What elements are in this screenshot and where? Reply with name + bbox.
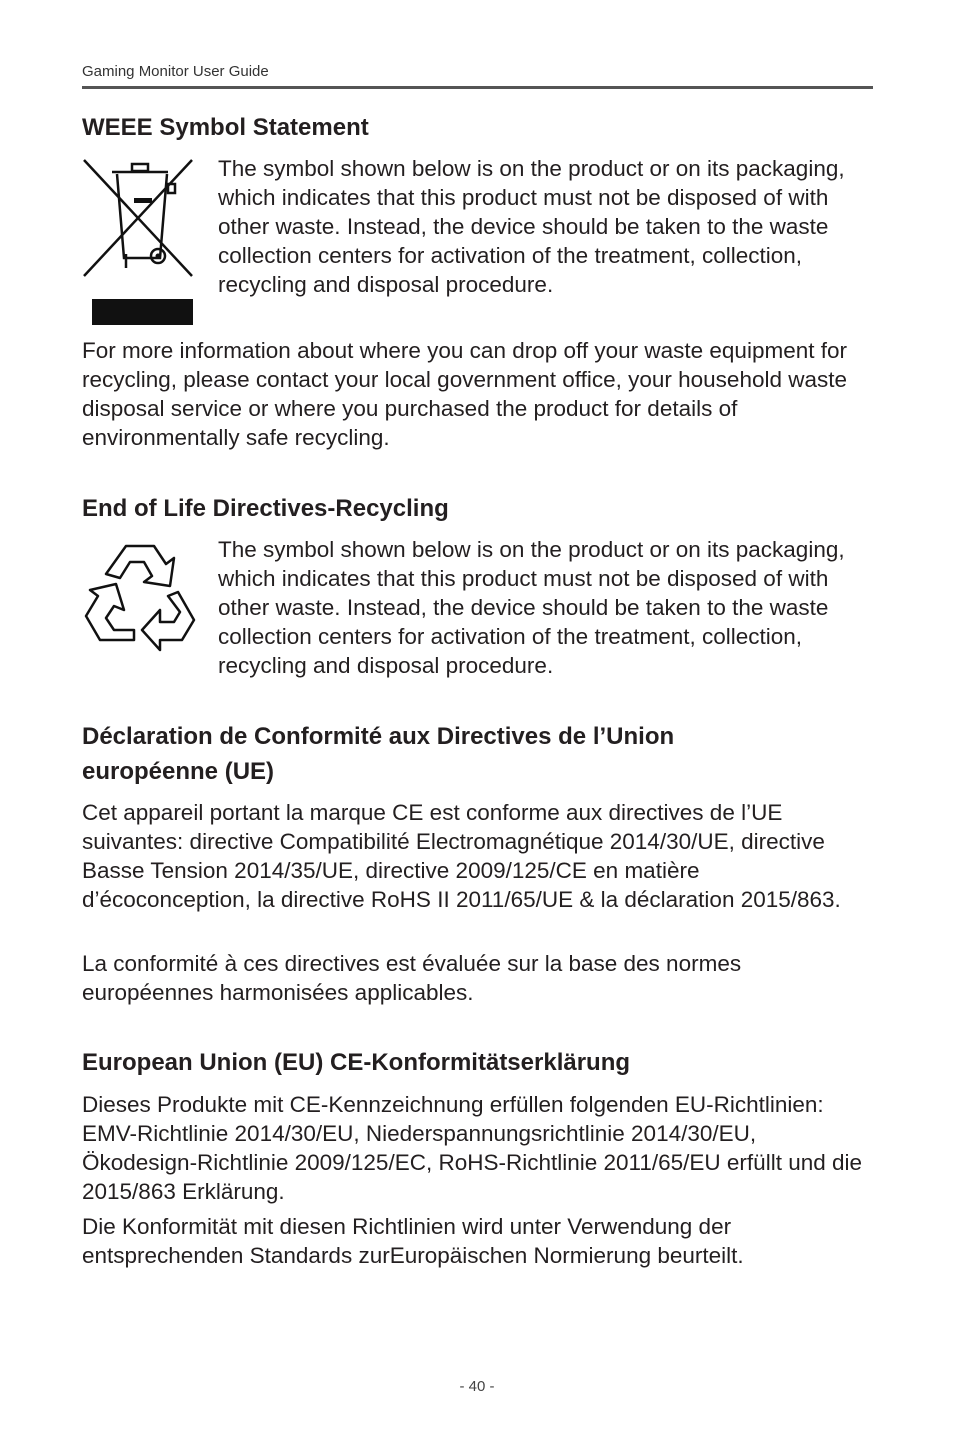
weee-symbol-text: The symbol shown below is on the product or on its packaging, which indicates that this product must not be disposed of with other waste. Instead, the device should be taken to the waste collection centers for activation of the treatment, collection, recycling and disposal procedure. [218,156,845,297]
eol-heading: End of Life Directives-Recycling [82,495,449,522]
weee-heading: WEEE Symbol Statement [82,114,369,141]
de-heading: European Union (EU) CE-Konformitätserklärung [82,1049,631,1076]
de-paragraph-1: Dieses Produkte mit CE-Kennzeichnung erfüllen folgenden EU-Richtlinien: EMV-Richtlinie 2014/30/EU, Niederspannungsrichtlinie 2014/30/EU, Ökodesign-Richtlinie 2009/125/EC, RoHS-Richtlinie 2011/65/EU erfüllt und die 2015/863 Erklärung. [82,1092,863,1204]
crossed-out-wheelie-bin-icon [82,158,194,326]
page-number: - 40 - [459,1378,495,1395]
fr-heading: Déclaration de Conformité aux Directives de l’Union européenne (UE) [82,723,675,785]
header-divider [82,86,873,89]
weee-more-info-text: For more information about where you can drop off your waste equipment for recycling, please contact your local government office, your household waste disposal service or where you purchased the product for details of environmentally safe recycling. [82,338,848,450]
fr-paragraph-2: La conformité à ces directives est évaluée sur la base des normes européennes harmonisées applicables. [82,951,742,1005]
fr-paragraph-1: Cet appareil portant la marque CE est conforme aux directives de l’UE suivantes: directive Compatibilité Electromagnétique 2014/30/UE, directive Basse Tension 2014/35/UE, directive 2009/125/CE en matière d’écoconception, la directive RoHS II 2011/65/UE & la déclaration 2015/863. [82,800,841,912]
eol-symbol-text: The symbol shown below is on the product or on its packaging, which indicates that this product must not be disposed of with other waste. Instead, the device should be taken to the waste collection centers for activation of the treatment, collection, recycling and disposal procedure. [218,537,845,678]
running-header: Gaming Monitor User Guide [82,63,269,80]
recycle-arrows-icon [82,540,198,652]
de-paragraph-2: Die Konformität mit diesen Richtlinien wird unter Verwendung der entsprechenden Standards zurEuropäischen Normierung beurteilt. [82,1214,744,1268]
